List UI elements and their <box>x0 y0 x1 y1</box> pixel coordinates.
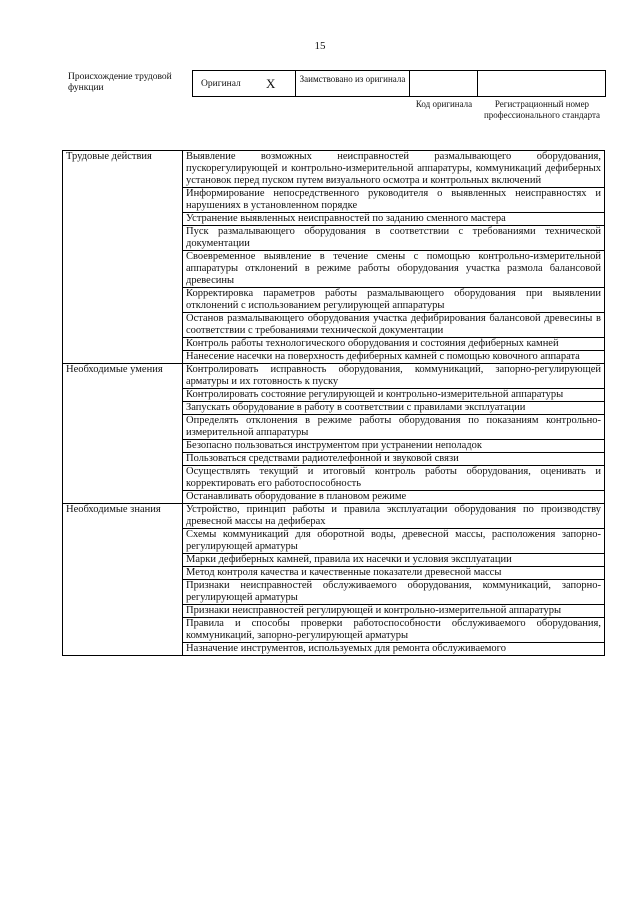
origin-boxes <box>192 70 606 97</box>
table-cell: Запускать оборудование в работу в соответствии с правилами эксплуатации <box>183 402 605 415</box>
table-cell: Контролировать состояние регулирующей и контрольно-измерительной аппаратуры <box>183 389 605 402</box>
table-cell: Контролировать исправность оборудования, коммуникаций, запорно-регулирующей арматуры и их готовность к пуску <box>183 364 605 389</box>
table-cell: Останавливать оборудование в плановом режиме <box>183 491 605 504</box>
code-cell <box>410 70 478 97</box>
reg-number-cell <box>478 70 606 97</box>
section-title: Необходимые знания <box>63 504 183 656</box>
section-title: Необходимые умения <box>63 364 183 504</box>
table-cell: Пуск размалывающего оборудования в соответствии с требованиями технической документации <box>183 226 605 251</box>
table-cell: Нанесение насечки на поверхность дефиберных камней с помощью ковочного аппарата <box>183 351 605 364</box>
table-cell: Определять отклонения в режиме работы оборудования по показаниям контрольно-измерительной аппаратуры <box>183 415 605 440</box>
origin-header <box>68 70 606 132</box>
code-label: Код оригинала <box>415 99 473 109</box>
table-row <box>63 364 605 389</box>
table-cell: Метод контроля качества и качественные показатели древесной массы <box>183 567 605 580</box>
table-cell: Останов размалывающего оборудования участка дефибрирования балансовой древесины в соответствии с требованиями технической документации <box>183 313 605 338</box>
section-title: Трудовые действия <box>63 151 183 364</box>
table-cell: Своевременное выявление в течение смены с помощью контрольно-измерительной аппаратуры отклонений в режиме работы оборудования участка размола балансовой древесины <box>183 251 605 288</box>
table-cell: Корректировка параметров работы размалывающего оборудования при выявлении отклонений с использованием регулирующей аппаратуры <box>183 288 605 313</box>
original-mark: X <box>266 76 276 91</box>
reg-number-label: Регистрационный номер профессионального стандарта <box>483 99 601 120</box>
table-cell: Устранение выявленных неисправностей по заданию сменного мастера <box>183 213 605 226</box>
table-cell: Контроль работы технологического оборудования и состояния дефиберных камней <box>183 338 605 351</box>
table-cell: Информирование непосредственного руководителя о выявленных неисправностях и нарушениях в установленном порядке <box>183 188 605 213</box>
table-cell: Осуществлять текущий и итоговый контроль работы оборудования, оценивать и корректировать его работоспособность <box>183 466 605 491</box>
original-label: Оригинал <box>201 79 241 89</box>
table-cell: Признаки неисправностей обслуживаемого оборудования, коммуникаций, запорно-регулирующей арматуры <box>183 580 605 605</box>
labor-function-table <box>62 150 605 656</box>
table-row <box>63 504 605 529</box>
origin-label: Происхождение трудовой функции <box>68 72 172 93</box>
table-cell: Схемы коммуникаций для оборотной воды, древесной массы, расположения запорно-регулирующей арматуры <box>183 529 605 554</box>
page-number: 15 <box>314 40 326 52</box>
table-cell: Устройство, принцип работы и правила эксплуатации оборудования по производству древесной массы на дефиберах <box>183 504 605 529</box>
table-cell: Безопасно пользоваться инструментом при устранении неполадок <box>183 440 605 453</box>
table-cell: Выявление возможных неисправностей размалывающего оборудования, пускорегулирующей и контрольно-измерительной аппаратуры, коммуникаций дефиберных установок перед пуском путем визуального осмотра и контрольных включений <box>183 151 605 188</box>
table-cell: Марки дефиберных камней, правила их насечки и условия эксплуатации <box>183 554 605 567</box>
table-cell: Признаки неисправностей регулирующей и контрольно-измерительной аппаратуры <box>183 605 605 618</box>
table-cell: Правила и способы проверки работоспособности обслуживаемого оборудования, коммуникаций, запорно-регулирующей арматуры <box>183 618 605 643</box>
original-cell <box>192 70 296 97</box>
borrowed-cell: Заимствовано из оригинала <box>296 70 410 97</box>
table-cell: Назначение инструментов, используемых для ремонта обслуживаемого <box>183 643 605 656</box>
table-row <box>63 151 605 188</box>
table-cell: Пользоваться средствами радиотелефонной и звуковой связи <box>183 453 605 466</box>
